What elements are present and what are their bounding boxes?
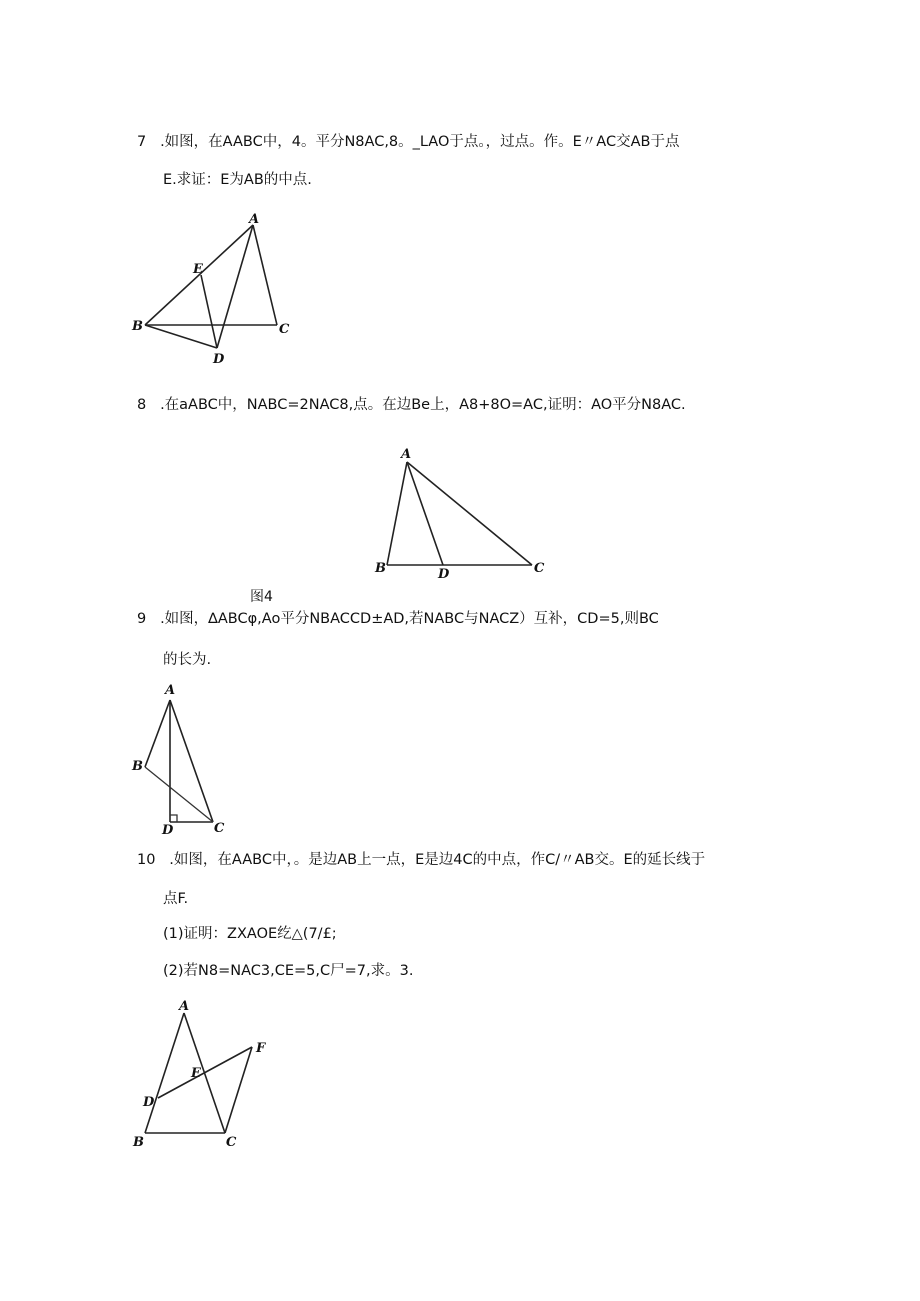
- problem-text: .在aABC中，NABC=2NAC8,点。在边Be上，A8+8O=AC,证明：AO平分N8AC.: [160, 397, 686, 413]
- problem-10-part2: (2)若N8=NAC3,CE=5,C尸=7,求。3.: [163, 963, 414, 979]
- label-c: C: [534, 561, 545, 576]
- problem-number: 7: [137, 134, 147, 150]
- problem-number: 9: [137, 611, 147, 627]
- segment-ab: [145, 1013, 184, 1133]
- problem-text: .如图，在AABC中，。是边AB上一点，E是边4C的中点，作C/〃AB交。E的延长线于: [169, 852, 706, 868]
- figure-problem-7: [125, 212, 305, 370]
- label-b: B: [132, 319, 143, 334]
- problem-text: .如图，∆ABCφ,Ao平分NBACCD±AD,若NABC与NACZ）互补，CD=5,则BC: [160, 611, 659, 627]
- problem-7-line1: [137, 133, 679, 151]
- figure-problem-8: [370, 440, 550, 580]
- figure-problem-9: [125, 680, 235, 840]
- label-a: A: [249, 212, 260, 227]
- figure-caption: 图4: [250, 589, 273, 605]
- label-b: B: [375, 561, 386, 576]
- label-d: D: [143, 1095, 155, 1110]
- label-f: F: [256, 1041, 266, 1056]
- problem-10-line2: 点F.: [163, 891, 189, 907]
- figure-problem-10: [125, 995, 285, 1155]
- segment-ad: [217, 225, 253, 348]
- problem-10-line1: [137, 851, 705, 869]
- problem-10-part1: (1)证明：ZXAOE纥△(7/£;: [163, 926, 337, 942]
- problem-number: 10: [137, 852, 156, 868]
- segment-ac: [170, 700, 213, 822]
- problem-number: 8: [137, 397, 147, 413]
- segment-ab: [145, 700, 170, 767]
- label-c: C: [214, 821, 225, 836]
- problem-7-line2: E.求证：E为AB的中点.: [163, 172, 312, 188]
- label-b: B: [132, 759, 143, 774]
- label-c: C: [279, 322, 290, 337]
- label-a: A: [401, 447, 412, 462]
- label-a: A: [165, 683, 176, 698]
- segment-de: [201, 275, 217, 348]
- label-d: D: [162, 823, 174, 838]
- problem-9-line1: [137, 610, 659, 628]
- segment-bd: [145, 325, 217, 348]
- segment-ab: [387, 462, 407, 565]
- problem-8-line1: [137, 396, 686, 414]
- right-angle-mark: [170, 815, 177, 822]
- problem-text: .如图，在AABC中，4。平分N8AC,8。_LAO于点。，过点。作。E〃AC交AB于点: [160, 134, 680, 150]
- label-e: E: [193, 262, 203, 277]
- label-e: E: [191, 1066, 201, 1081]
- label-c: C: [226, 1135, 237, 1150]
- label-a: A: [179, 999, 190, 1014]
- label-d: D: [213, 352, 225, 367]
- problem-9-line2: 的长为.: [163, 652, 212, 668]
- label-b: B: [133, 1135, 144, 1150]
- segment-ac: [253, 225, 277, 325]
- label-d: D: [438, 567, 450, 582]
